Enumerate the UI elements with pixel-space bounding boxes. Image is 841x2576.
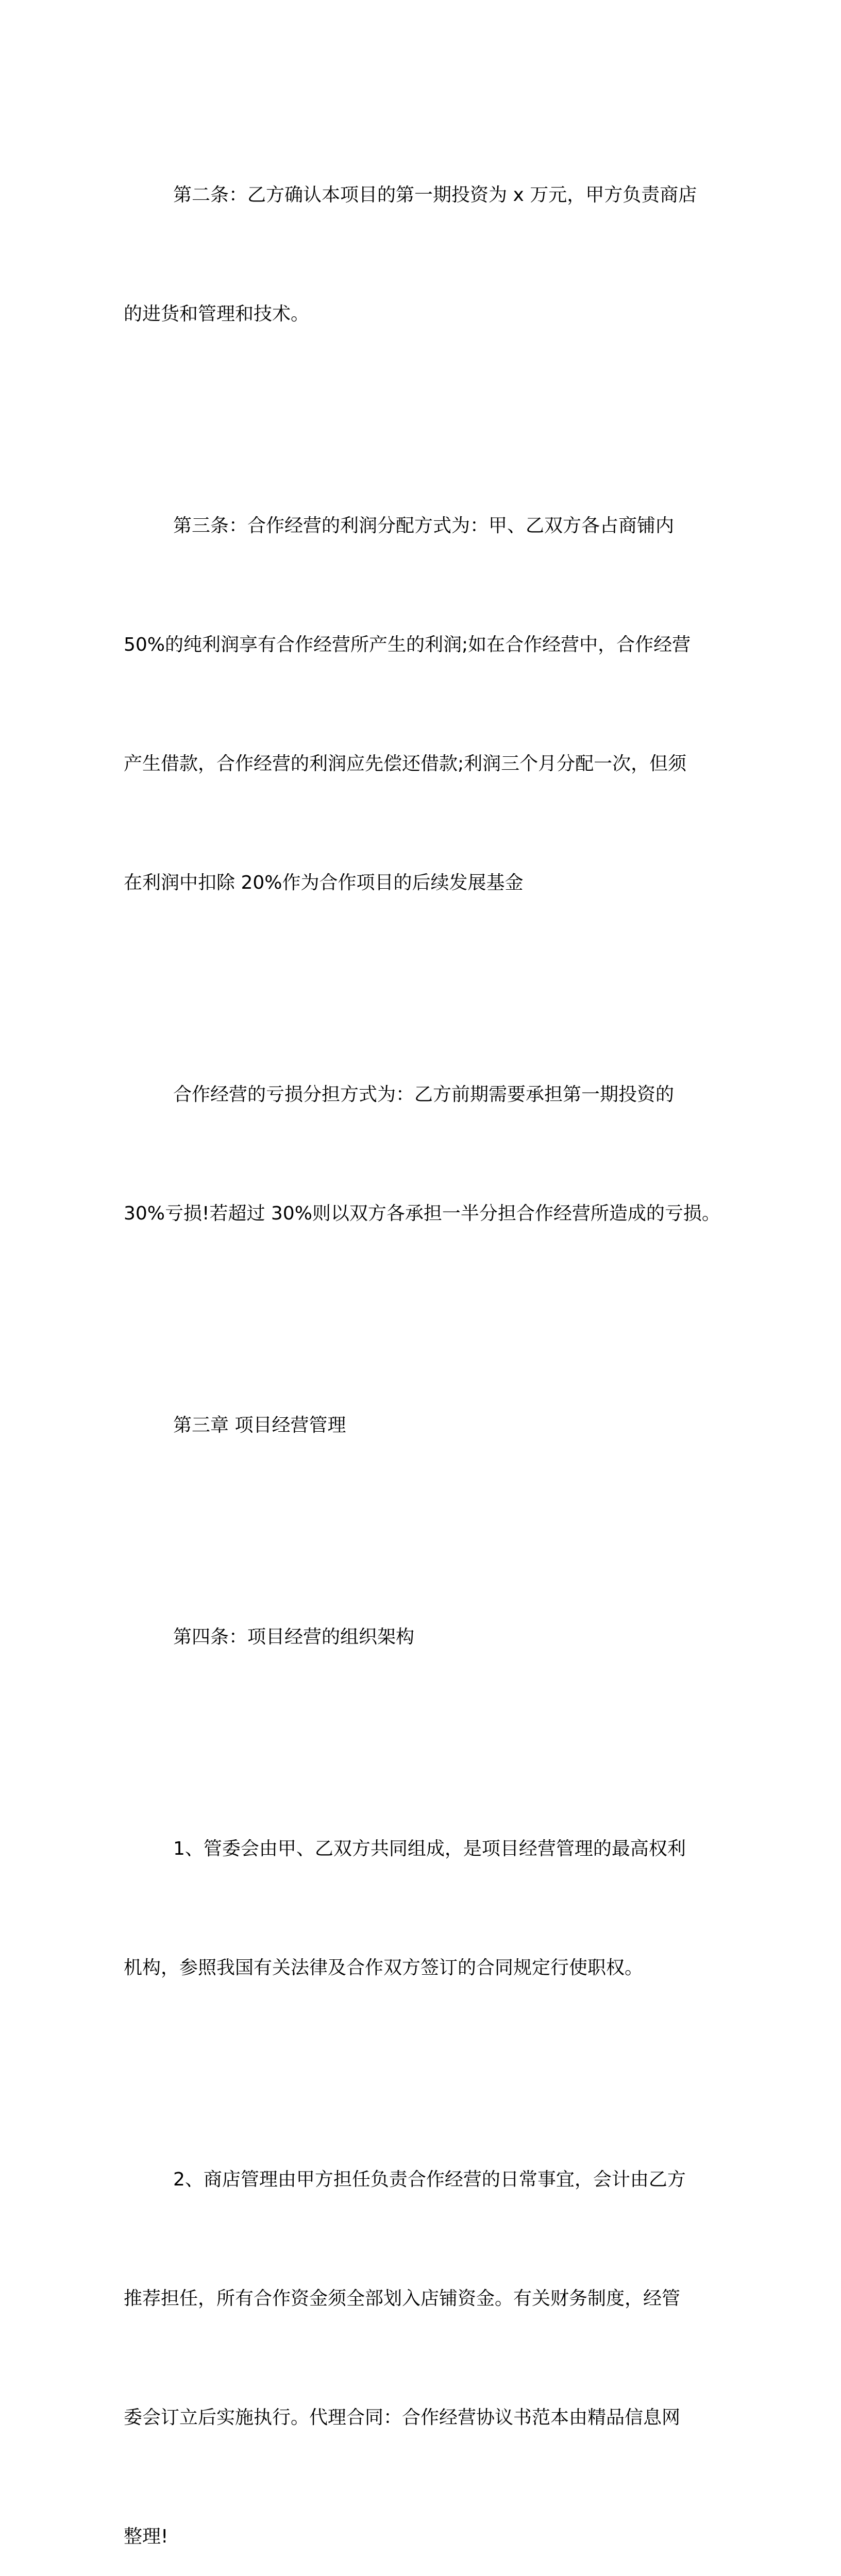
- text-line: 第二条：乙方确认本项目的第一期投资为 x 万元，甲方负责商店: [173, 184, 697, 206]
- text-line: 产生借款，合作经营的利润应先偿还借款;利润三个月分配一次，但须: [124, 753, 687, 774]
- text-line: 合作经营的亏损分担方式为：乙方前期需要承担第一期投资的: [173, 1084, 675, 1105]
- text-line: 第三章 项目经营管理: [173, 1415, 346, 1436]
- paragraph-loss-sharing: [124, 995, 732, 1313]
- paragraph-item-2: [124, 2080, 732, 2576]
- paragraph-item-1: [124, 1750, 732, 2067]
- text-line: 委会订立后实施执行。代理合同：合作经营协议书范本由精品信息网: [124, 2407, 681, 2428]
- paragraph-article-4: [124, 1538, 732, 1736]
- text-line: 第四条：项目经营的组织架构: [173, 1626, 415, 1648]
- text-line: 2、商店管理由甲方担任负责合作经营的日常事宜，会计由乙方: [173, 2169, 686, 2190]
- text-line: 推荐担任，所有合作资金须全部划入店铺资金。有关财务制度，经管: [124, 2288, 681, 2309]
- document-body: [124, 96, 732, 2576]
- text-line: 整理!: [124, 2526, 169, 2547]
- text-line: 机构，参照我国有关法律及合作双方签订的合同规定行使职权。: [124, 1957, 644, 1978]
- chapter-heading: [124, 1326, 732, 1524]
- text-line: 30%亏损!若超过 30%则以双方各承担一半分担合作经营所造成的亏损。: [124, 1203, 720, 1224]
- paragraph-article-2: [124, 96, 732, 413]
- text-line: 1、管委会由甲、乙双方共同组成，是项目经营管理的最高权利: [173, 1838, 686, 1859]
- text-line: 第三条：合作经营的利润分配方式为：甲、乙双方各占商铺内: [173, 515, 675, 536]
- text-line: 50%的纯利润享有合作经营所产生的利润;如在合作经营中，合作经营: [124, 634, 691, 655]
- text-line: 在利润中扣除 20%作为合作项目的后续发展基金: [124, 872, 524, 893]
- paragraph-article-3: [124, 427, 732, 982]
- text-line: 的进货和管理和技术。: [124, 303, 310, 325]
